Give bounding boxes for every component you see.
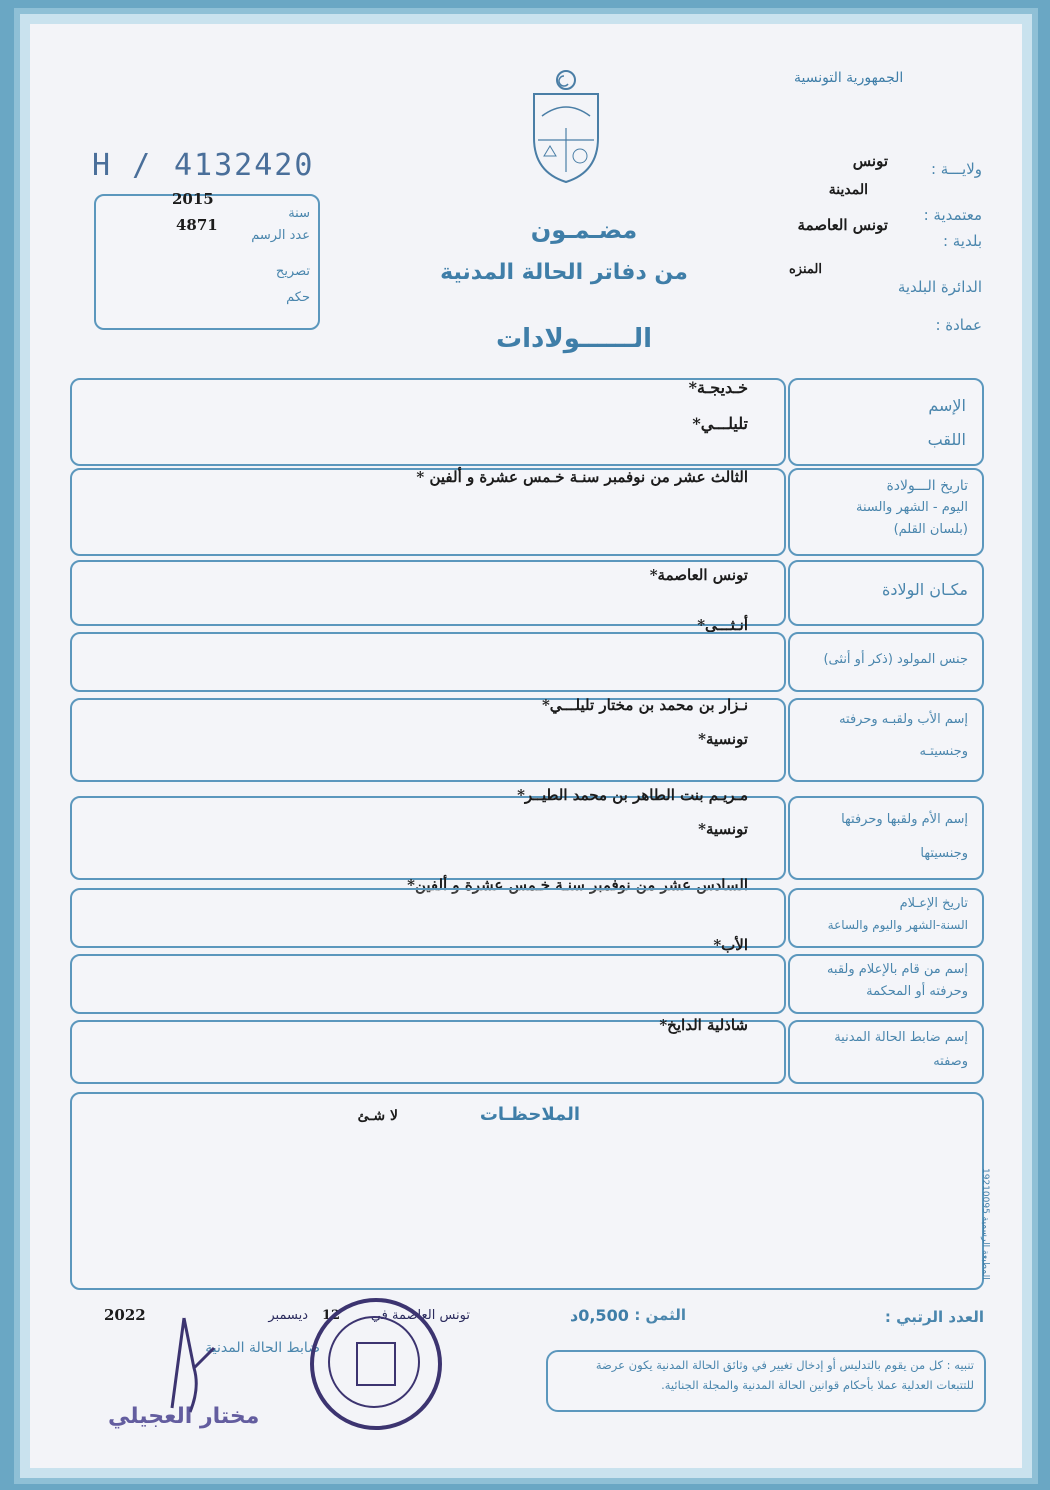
sex-value-box	[70, 632, 786, 692]
name-label: الإسم	[928, 396, 966, 415]
order-number-label: العدد الرتبي :	[884, 1308, 984, 1326]
officer-label-1: إسم ضابط الحالة المدنية	[834, 1030, 968, 1045]
declaration-date-value: السادس عشر من نوفمبر سنـة خـمس عشرة و ألفين*	[407, 876, 748, 894]
birthdate-value: الثالث عشر من نوفمبر سنـة خـمس عشرة و ألفين *	[416, 468, 748, 486]
title-registers: من دفاتر الحالة المدنية	[440, 260, 688, 285]
serial-prefix: H /	[92, 148, 153, 183]
day-value: 12	[322, 1308, 341, 1323]
warning-box	[546, 1350, 986, 1412]
surname-value: تليلـــي*	[692, 414, 748, 433]
remarks-label: الملاحظـات	[479, 1104, 580, 1125]
officer-value: شاذلية الدايخ*	[659, 1016, 748, 1034]
name-value-box	[70, 378, 786, 466]
sex-label: جنس المولود (ذكر أو أنثى)	[823, 652, 968, 667]
registry-year-label: سنة	[288, 206, 310, 221]
mother-value-box	[70, 796, 786, 880]
registry-number-label: عدد الرسم	[251, 228, 310, 243]
name-label-box	[788, 378, 984, 466]
civil-status-document	[14, 8, 1038, 1484]
mother-label-2: وجنسيتها	[920, 846, 968, 861]
serial-number: 4132420	[174, 148, 315, 183]
wilaya-value: تونس	[852, 152, 888, 170]
month-label: ديسمبر	[268, 1308, 308, 1323]
declaration-date-label-1: تاريخ الإعـلام	[899, 896, 968, 911]
declaration-label: تصريح	[275, 264, 310, 279]
year-value: 2022	[104, 1306, 146, 1324]
sex-value: أنـثـــى*	[697, 616, 748, 634]
father-value: نـزار بن محمد بن مختار تليلـــي*	[541, 696, 748, 714]
daira-label: الدائرة البلدية	[897, 278, 982, 296]
price-value: 0,500د	[570, 1306, 629, 1325]
price-label: الثمن :	[634, 1306, 686, 1324]
officer-label-2: وصفته	[933, 1054, 968, 1069]
signature-name: مختار العجيلي	[108, 1404, 260, 1429]
officer-label-box	[788, 1020, 984, 1084]
name-value: خـديجـة*	[688, 378, 748, 397]
judgment-label: حكم	[286, 290, 310, 305]
registry-box	[94, 190, 320, 330]
coat-of-arms-icon	[526, 68, 606, 186]
motamadia-value: المدينة	[828, 182, 868, 198]
birthdate-sub1: اليوم - الشهر والسنة	[855, 500, 968, 515]
signature-mark-icon	[154, 1308, 234, 1418]
imada-label: عمادة :	[935, 316, 982, 334]
baladia-label: بلدية :	[942, 232, 982, 250]
mother-value: مـريـم بنت الطاهر بن محمد الطيــر*	[517, 786, 748, 804]
registry-year-value: 2015	[172, 190, 214, 208]
baladia-value: تونس العاصمة	[797, 216, 888, 234]
registry-number-value: 4871	[176, 216, 218, 234]
wilaya-label: ولايـــة :	[930, 160, 982, 178]
mother-nationality: تونسية*	[698, 820, 748, 838]
birthdate-label-box	[788, 468, 984, 556]
surname-label: اللقب	[927, 430, 966, 449]
mother-label-box	[788, 796, 984, 880]
sex-label-box	[788, 632, 984, 692]
birthdate-label: تاريخ الـــولادة	[886, 478, 968, 494]
birthplace-label-box	[788, 560, 984, 626]
declaration-date-label-box	[788, 888, 984, 948]
place-label: تونس العاصمة في	[370, 1308, 470, 1323]
declarant-label-1: إسم من قام بالإعلام ولقبه	[826, 962, 968, 977]
officer-title: ضابط الحالة المدنية	[205, 1340, 320, 1356]
warning-text: تنبيه : كل من يقوم بالتدليس أو إدخال تغيير في وثائق الحالة المدنية يكون عرضة للتتبعات العدلية عملا بأحكام قوانين الحالة المدنية والمجلة الجنائية.	[595, 1358, 974, 1392]
republic-label: الجمهورية التونسية	[794, 70, 904, 86]
daira-value: المنزه	[789, 262, 822, 277]
declarant-value-box	[70, 954, 786, 1014]
father-label-1: إسم الأب ولقبـه وحرفته	[839, 712, 968, 727]
father-label-box	[788, 698, 984, 782]
declarant-value: الأب*	[713, 936, 748, 954]
father-nationality: تونسية*	[698, 730, 748, 748]
official-stamp-icon	[310, 1298, 442, 1430]
declarant-label-box	[788, 954, 984, 1014]
mother-label-1: إسم الأم ولقبها وحرفتها	[841, 812, 968, 827]
birthplace-value: تونس العاصمة*	[649, 566, 748, 584]
birthdate-sub2: (بلسان القلم)	[893, 522, 968, 537]
remarks-value: لا شـئ	[357, 1108, 398, 1124]
declaration-date-label-2: السنة-الشهر واليوم والساعة	[827, 918, 968, 932]
title-content: مضـمـون	[530, 216, 638, 244]
printer-code: المطبعة الرسمية 19210095	[980, 1168, 990, 1280]
declarant-label-2: وحرفته أو المحكمة	[866, 984, 968, 999]
title-births: الــــــولادات	[495, 324, 653, 354]
declaration-date-value-box	[70, 888, 786, 948]
birthplace-label: مكـان الولادة	[881, 580, 968, 599]
motamadia-label: معتمدية :	[923, 206, 982, 224]
father-label-2: وجنسيتـه	[919, 744, 968, 759]
